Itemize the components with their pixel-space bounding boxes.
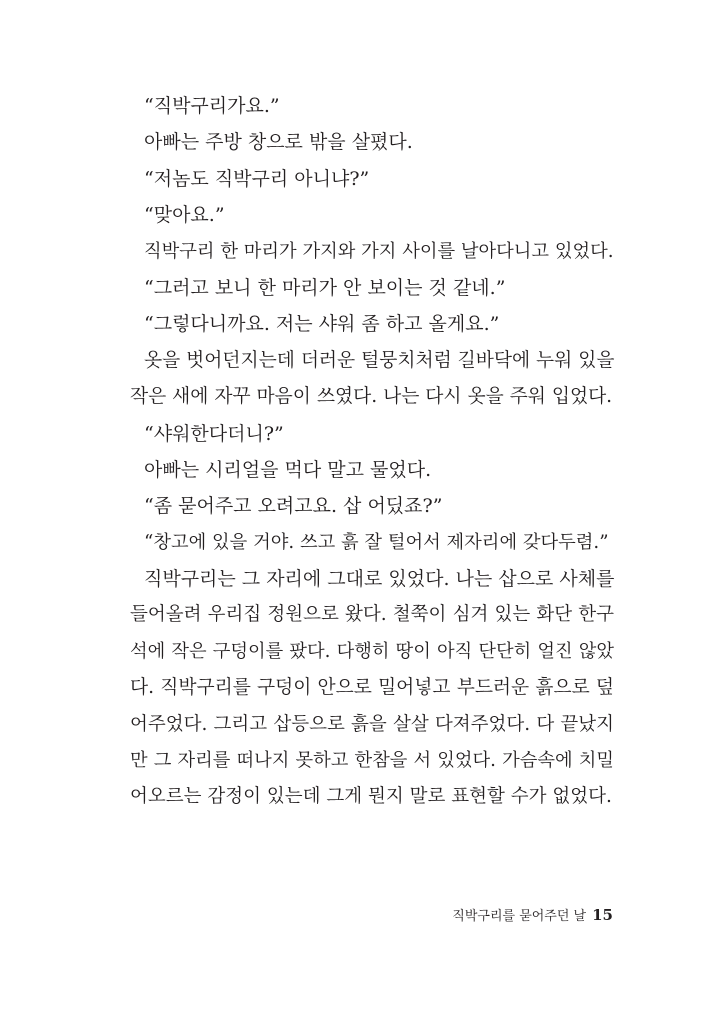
- running-footer: [0, 905, 613, 924]
- dialogue-line: “저놈도 직박구리 아니냐?”: [144, 167, 370, 190]
- paragraph-line: 아빠는 시리얼을 먹다 말고 물었다.: [144, 458, 432, 481]
- dialogue-line: “창고에 있을 거야. 쓰고 흙 잘 털어서 제자리에 갖다두렴.”: [144, 531, 609, 553]
- paragraph-line: 작은 새에 자꾸 마음이 쓰였다. 나는 다시 옷을 주워 입었다.: [130, 386, 613, 408]
- dialogue-line: “직박구리가요.”: [144, 95, 280, 117]
- paragraph-line: 들어올려 우리집 정원으로 왔다. 철쭉이 심겨 있는 화단 한구: [130, 604, 614, 626]
- chapter-title: 직박구리를 묻어주던 날: [452, 909, 587, 924]
- paragraph-line: 직박구리 한 마리가 가지와 가지 사이를 날아다니고 있었다.: [144, 240, 614, 262]
- paragraph-line: 어주었다. 그리고 삽등으로 흙을 살살 다져주었다. 다 끝났지: [130, 713, 614, 735]
- dialogue-line: “샤워한다더니?”: [144, 422, 284, 445]
- paragraph-line: 옷을 벗어던지는데 더러운 털뭉치처럼 길바닥에 누워 있을: [144, 349, 615, 371]
- paragraph-line: 다. 직박구리를 구덩이 안으로 밀어넣고 부드러운 흙으로 덮: [130, 677, 614, 699]
- dialogue-line: “맞아요.”: [144, 204, 225, 227]
- paragraph-line: 어오르는 감정이 있는데 그게 뭔지 말로 표현할 수가 없었다.: [130, 786, 612, 808]
- dialogue-line: “그러고 보니 한 마리가 안 보이는 것 같네.”: [144, 276, 506, 299]
- paragraph-line: 아빠는 주방 창으로 밖을 살폈다.: [144, 131, 413, 154]
- dialogue-line: “좀 묻어주고 오려고요. 삽 어딨죠?”: [144, 495, 443, 518]
- paragraph-line: 직박구리는 그 자리에 그대로 있었다. 나는 삽으로 사체를: [144, 568, 615, 591]
- paragraph-line: 만 그 자리를 떠나지 못하고 한참을 서 있었다. 가슴속에 치밀: [130, 750, 614, 772]
- page-number: 15: [592, 906, 613, 924]
- body-text: [130, 88, 614, 816]
- dialogue-line: “그렇다니까요. 저는 샤워 좀 하고 올게요.”: [144, 313, 500, 336]
- paragraph-line: 석에 작은 구덩이를 팠다. 다행히 땅이 아직 단단히 얼진 않았: [130, 640, 614, 662]
